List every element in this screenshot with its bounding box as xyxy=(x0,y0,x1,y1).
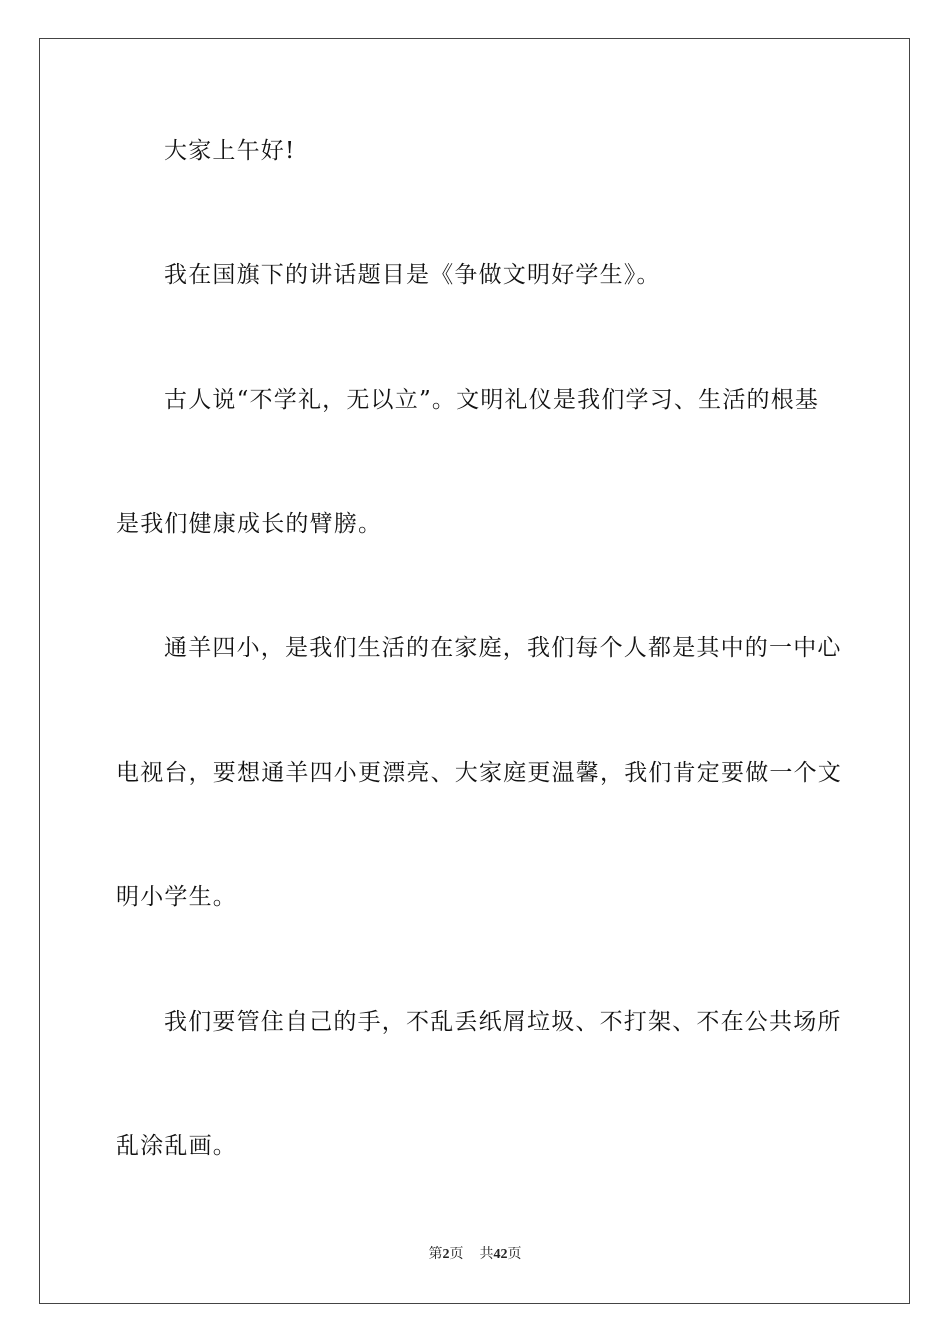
paragraph-line: 乱涂乱画。 xyxy=(116,1133,237,1159)
paragraph-line: 是我们健康成长的臂膀。 xyxy=(116,511,383,537)
total-suffix: 页 xyxy=(507,1247,522,1262)
total-pages: 42 xyxy=(493,1247,508,1262)
paragraph-line: 我们要管住自己的手，不乱丢纸屑垃圾、不打架、不在公共场所 xyxy=(164,1009,842,1035)
paragraph-line: 明小学生。 xyxy=(116,884,237,910)
speech-title-line: 我在国旗下的讲话题目是《争做文明好学生》。 xyxy=(164,262,661,288)
page-footer xyxy=(0,1245,950,1265)
greeting-line: 大家上午好! xyxy=(164,138,296,164)
page-number: 2 xyxy=(442,1247,450,1262)
paragraph-line: 电视台，要想通羊四小更漂亮、大家庭更温馨，我们肯定要做一个文 xyxy=(116,760,842,786)
page-prefix: 第 xyxy=(428,1247,443,1262)
total-prefix: 共 xyxy=(479,1247,494,1262)
paragraph-line: 通羊四小，是我们生活的在家庭，我们每个人都是其中的一中心 xyxy=(164,635,842,661)
paragraph-line: 古人说“不学礼，无以立”。文明礼仪是我们学习、生活的根基 xyxy=(164,387,820,413)
page-border xyxy=(39,38,910,1304)
page-suffix: 页 xyxy=(449,1247,464,1262)
